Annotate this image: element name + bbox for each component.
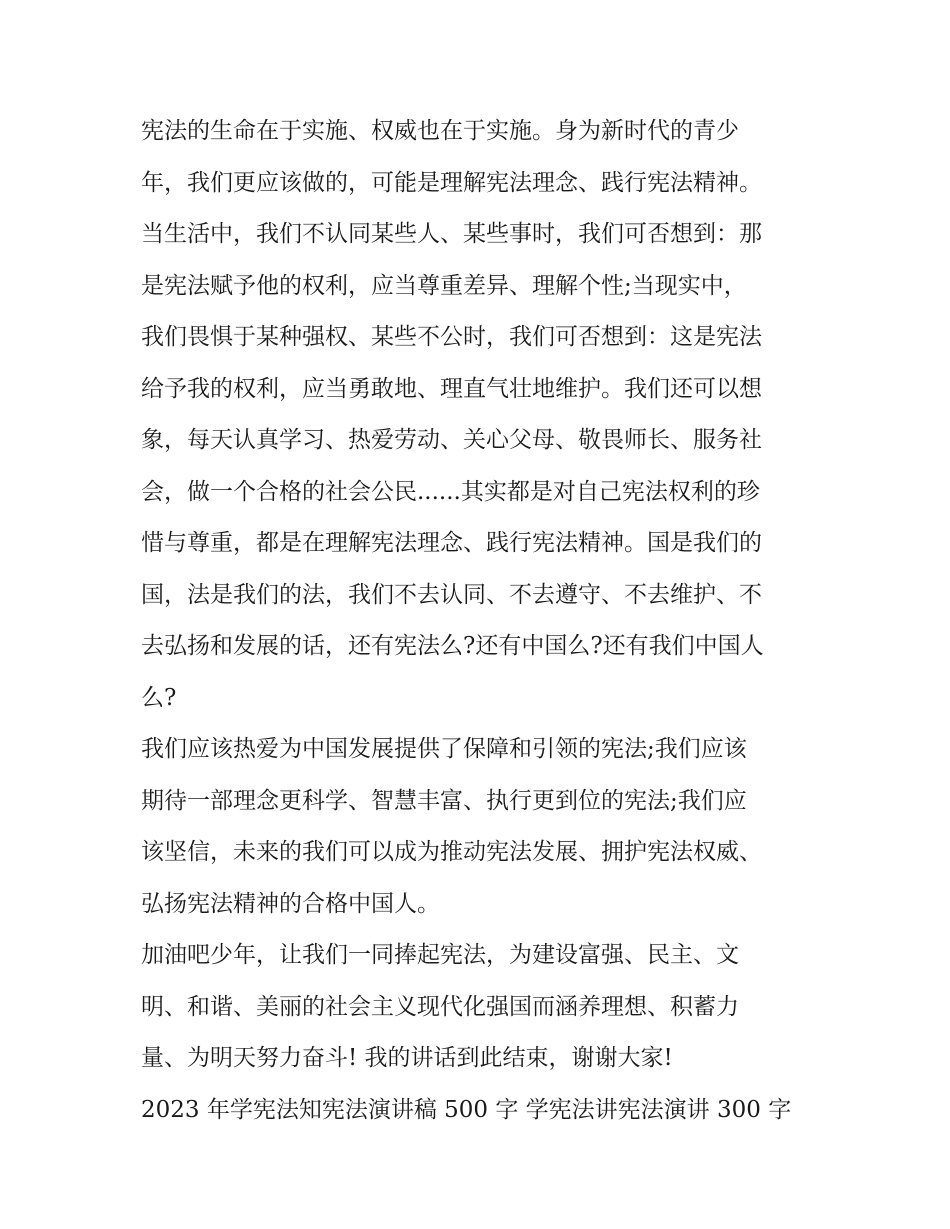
text-line: 给予我的权利，应当勇敢地、理直气壮地维护。我们还可以想 — [141, 375, 762, 402]
text-line: 我们畏惧于某种强权、某些不公时，我们可否想到：这是宪法 — [141, 324, 762, 350]
text-line: 象，每天认真学习、热爱劳动、关心父母、敬畏师长、服务社 — [141, 427, 762, 453]
text-line: 么? — [141, 684, 177, 711]
text-line: 年，我们更应该做的，可能是理解宪法理念、践行宪法精神。 — [141, 169, 762, 196]
text-line: 我们应该热爱为中国发展提供了保障和引领的宪法;我们应该 — [141, 736, 747, 762]
text-line: 期待一部理念更科学、智慧丰富、执行更到位的宪法;我们应 — [141, 787, 747, 814]
text-line: 量、为明天努力奋斗! 我的讲话到此结束，谢谢大家! — [141, 1045, 673, 1071]
text-line: 会，做一个合格的社会公民......其实都是对自己宪法权利的珍 — [141, 478, 760, 505]
text-line: 加油吧少年，让我们一同捧起宪法，为建设富强、民主、文 — [141, 942, 739, 968]
document-body-text — [141, 106, 821, 1136]
text-line: 去弘扬和发展的话，还有宪法么?还有中国么?还有我们中国人 — [141, 633, 764, 659]
text-line: 该坚信，未来的我们可以成为推动宪法发展、拥护宪法权威、 — [141, 839, 762, 865]
text-line: 明、和谐、美丽的社会主义现代化强国而涵养理想、积蓄力 — [141, 993, 739, 1020]
text-line: 惜与尊重，都是在理解宪法理念、践行宪法精神。国是我们的 — [141, 530, 762, 556]
text-line: 宪法的生命在于实施、权威也在于实施。身为新时代的青少 — [141, 118, 739, 144]
text-line: 当生活中，我们不认同某些人、某些事时，我们可否想到：那 — [141, 221, 762, 247]
document-title-line: 2023 年学宪法知宪法演讲稿 500 字 学宪法讲宪法演讲 300 字 — [141, 1096, 792, 1123]
text-line: 弘扬宪法精神的合格中国人。 — [141, 890, 440, 917]
text-line: 是宪法赋予他的权利，应当尊重差异、理解个性;当现实中， — [141, 272, 747, 299]
text-line: 国，法是我们的法，我们不去认同、不去遵守、不去维护、不 — [141, 581, 762, 608]
